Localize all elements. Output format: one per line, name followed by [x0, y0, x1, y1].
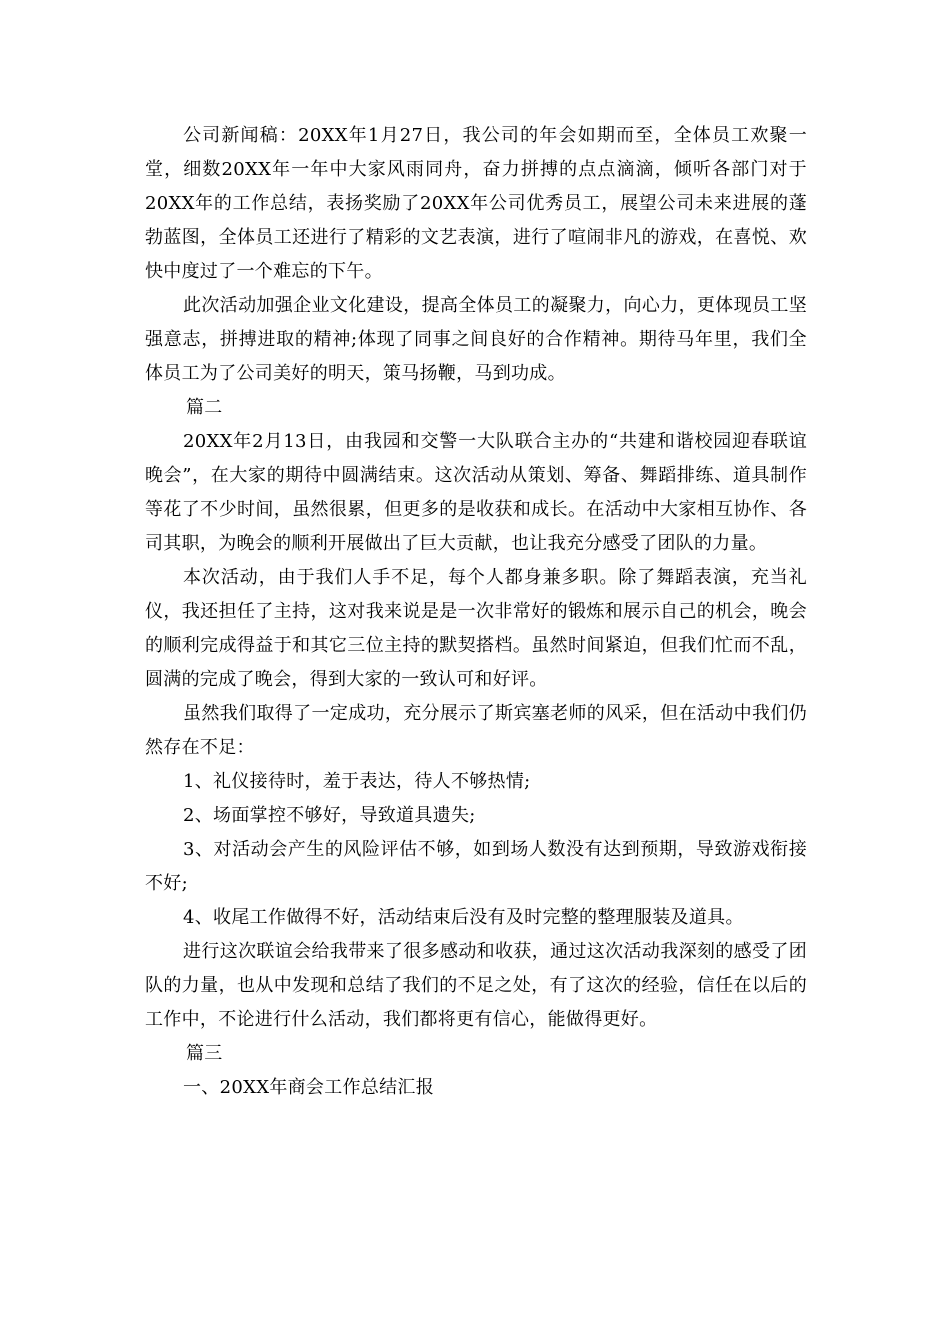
paragraph-activity-summary: 此次活动加强企业文化建设，提高全体员工的凝聚力，向心力，更体现员工坚强意志，拼搏进取的精神;体现了同事之间良好的合作精神。期待马年里，我们全体员工为了公司美好的明天，策马扬鞭，马到功成。 [145, 295, 807, 384]
paragraph-gala-intro: 20XX年2月13日，由我园和交警一大队联合主办的“共建和谐校园迎春联谊晚会”，在大家的期待中圆满结束。这次活动从策划、筹备、舞蹈排练、道具制作等花了不少时间，虽然很累，但更多的是收获和成长。在活动中大家相互协作、各司其职，为晚会的顺利开展做出了巨大贡献，也让我充分感受了团队的力量。 [145, 431, 807, 554]
paragraph-company-news: 公司新闻稿：20XX年1月27日，我公司的年会如期而至，全体员工欢聚一堂，细数20XX年一年中大家风雨同舟，奋力拼搏的点点滴滴，倾听各部门对于20XX年的工作总结，表扬奖励了20XX年公司优秀员工，展望公司未来进展的蓬勃蓝图，全体员工还进行了精彩的文艺表演，进行了喧闹非凡的游戏，在喜悦、欢快中度过了一个难忘的下午。 [145, 125, 807, 282]
document-body [145, 119, 807, 1105]
section-heading-part-three: 篇三 [186, 1043, 223, 1064]
paragraph-chamber-report-title: 一、20XX年商会工作总结汇报 [183, 1077, 435, 1098]
list-item-shortcoming-1: 1、礼仪接待时，羞于表达，待人不够热情; [183, 771, 531, 792]
list-item-shortcoming-2: 2、场面掌控不够好，导致道具遗失; [183, 805, 476, 826]
paragraph-conclusion: 进行这次联谊会给我带来了很多感动和收获，通过这次活动我深刻的感受了团队的力量，也从中发现和总结了我们的不足之处，有了这次的经验，信任在以后的工作中，不论进行什么活动，我们都将更有信心，能做得更好。 [145, 941, 807, 1030]
list-item-shortcoming-4: 4、收尾工作做得不好，活动结束后没有及时完整的整理服装及道具。 [183, 907, 744, 928]
paragraph-roles: 本次活动，由于我们人手不足，每个人都身兼多职。除了舞蹈表演，充当礼仪，我还担任了主持，这对我来说是是一次非常好的锻炼和展示自己的机会，晚会的顺利完成得益于和其它三位主持的默契搭档。虽然时间紧迫，但我们忙而不乱，圆满的完成了晚会，得到大家的一致认可和好评。 [145, 567, 807, 690]
paragraph-shortcomings-intro: 虽然我们取得了一定成功，充分展示了斯宾塞老师的风采，但在活动中我们仍然存在不足： [145, 703, 807, 758]
list-item-shortcoming-3: 3、对活动会产生的风险评估不够，如到场人数没有达到预期，导致游戏衔接不好; [145, 839, 807, 894]
section-heading-part-two: 篇二 [186, 397, 223, 418]
